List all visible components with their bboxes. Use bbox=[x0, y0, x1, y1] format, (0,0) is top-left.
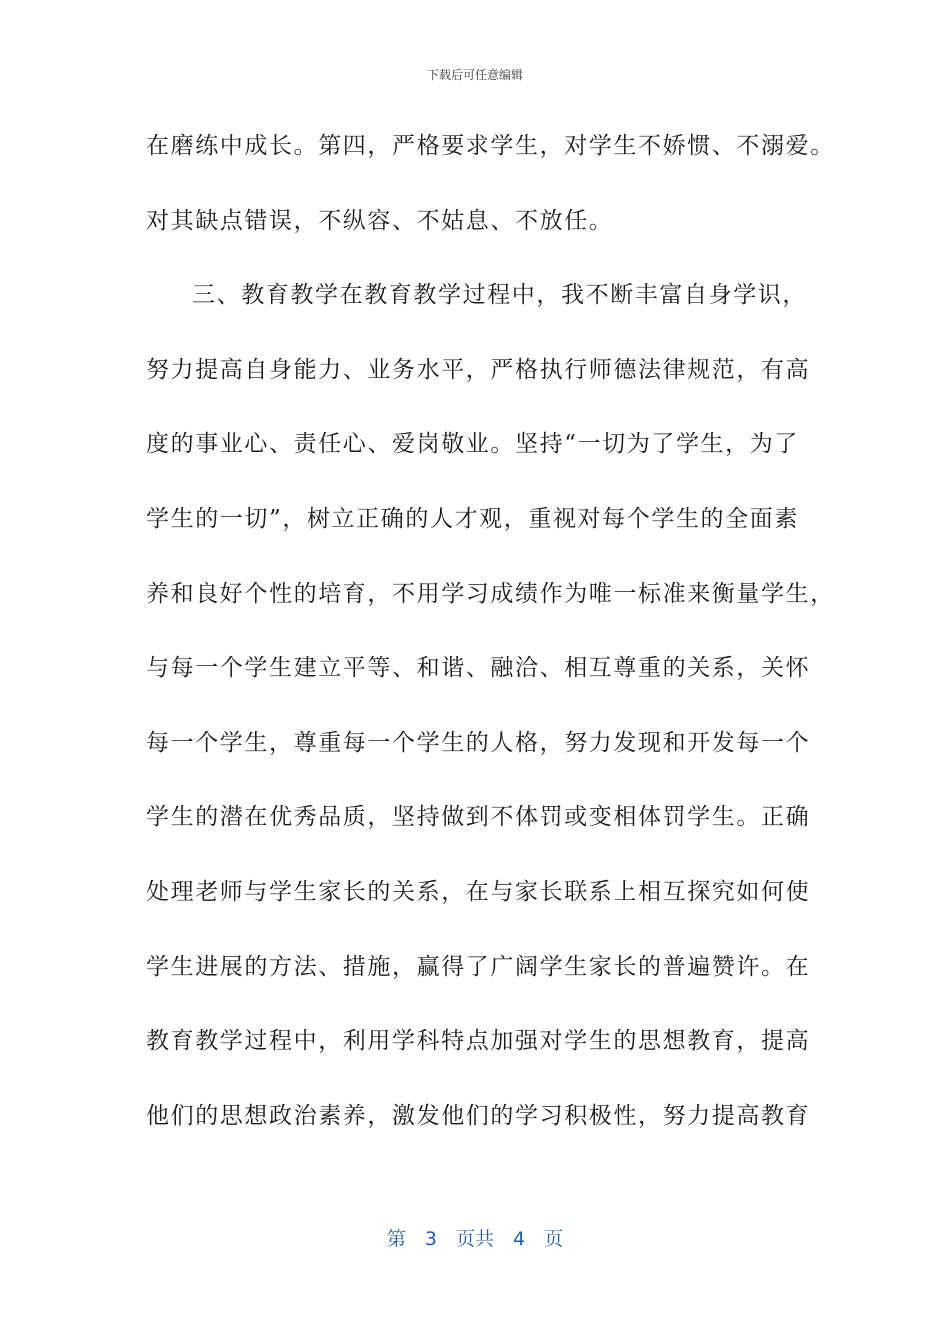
text-line: 度的事业心、责任心、爱岗敬业。坚持“一切为了学生，为了 bbox=[146, 431, 799, 458]
text-line: 学生的潜在优秀品质，坚持做到不体罚或变相体罚学生。正确 bbox=[146, 804, 811, 831]
text-line: 每一个学生，尊重每一个学生的人格，努力发现和开发每一个 bbox=[146, 729, 811, 756]
text-line: 他们的思想政治素养，激发他们的学习积极性，努力提高教育 bbox=[146, 1102, 811, 1129]
text-line: 学生进展的方法、措施，赢得了广阔学生家长的普遍赞许。在 bbox=[146, 953, 811, 980]
body-text bbox=[146, 120, 835, 1164]
text-line: 学生的一切”，树立正确的人才观，重视对每个学生的全面素 bbox=[146, 505, 799, 532]
text-line-section-start: 三、教育教学在教育教学过程中，我不断丰富自身学识， bbox=[192, 282, 807, 309]
text-line: 处理老师与学生家长的关系，在与家长联系上相互探究如何使 bbox=[146, 878, 811, 905]
text-line: 对其缺点错误，不纵容、不姑息、不放任。 bbox=[146, 207, 614, 234]
page-header-note: 下载后可任意编辑 bbox=[426, 68, 523, 82]
text-line: 努力提高自身能力、业务水平，严格执行师德法律规范，有高 bbox=[146, 356, 811, 383]
text-line: 在磨练中成长。第四，严格要求学生，对学生不娇惯、不溺爱。 bbox=[146, 133, 835, 159]
text-line: 与每一个学生建立平等、和谐、融洽、相互尊重的关系，关怀 bbox=[146, 655, 811, 682]
page-number-footer: 第 3 页共 4 页 bbox=[386, 1228, 564, 1250]
text-line: 养和良好个性的培育，不用学习成绩作为唯一标准来衡量学生， bbox=[146, 580, 835, 607]
text-line: 教育教学过程中，利用学科特点加强对学生的思想教育，提高 bbox=[146, 1028, 811, 1055]
